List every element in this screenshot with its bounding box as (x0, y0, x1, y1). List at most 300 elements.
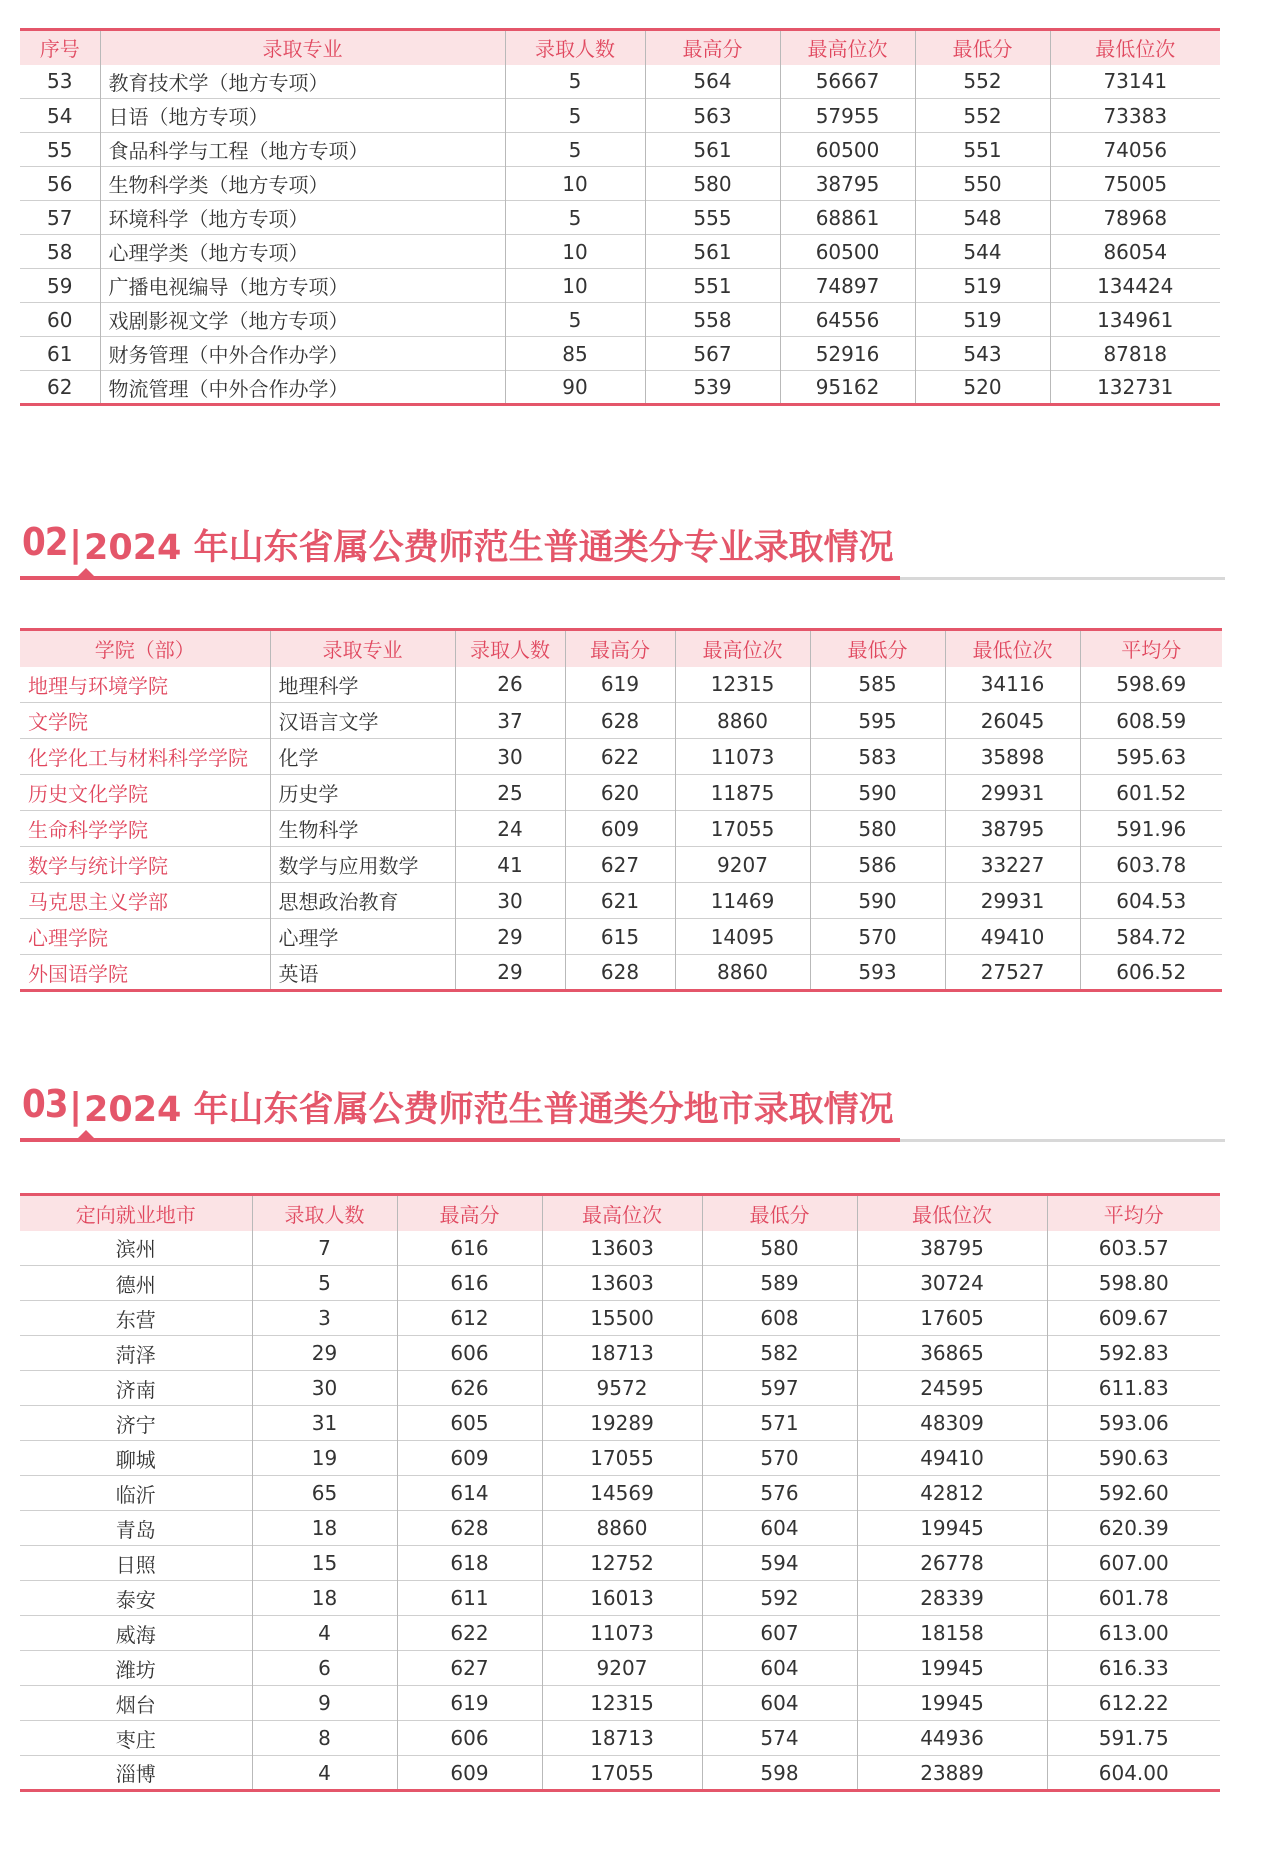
table-cell: 25 (455, 775, 565, 811)
table-cell: 12752 (542, 1546, 702, 1581)
table-row (20, 1721, 1220, 1756)
table-cell: 591.75 (1047, 1721, 1220, 1756)
table-cell: 18158 (857, 1616, 1047, 1651)
table-header-row (20, 630, 1222, 667)
section-title: 2024 年山东省属公费师范生普通类分专业录取情况 (84, 528, 894, 568)
table-cell: 590 (810, 883, 945, 919)
table-cell: 28339 (857, 1581, 1047, 1616)
table-cell: 603.78 (1080, 847, 1222, 883)
column-header: 录取人数 (252, 1195, 397, 1231)
table-row (20, 919, 1222, 955)
table-cell: 16013 (542, 1581, 702, 1616)
table-cell: 57 (47, 205, 73, 230)
table-cell: 519 (915, 303, 1050, 337)
table-cell: 30 (252, 1371, 397, 1406)
column-header: 平均分 (1080, 630, 1222, 667)
table-row (20, 371, 1220, 405)
table-cell: 地理科学 (270, 667, 455, 703)
table-cell: 597 (702, 1371, 857, 1406)
table-cell: 594 (702, 1546, 857, 1581)
table-cell: 济宁 (115, 1412, 156, 1437)
table-cell: 14095 (675, 919, 810, 955)
table-row (20, 1511, 1220, 1546)
table-cell: 57955 (780, 99, 915, 133)
table-cell: 思想政治教育 (270, 883, 455, 919)
table-cell: 580 (645, 167, 780, 201)
table-cell: 561 (645, 235, 780, 269)
table-cell: 18 (252, 1581, 397, 1616)
table-cell: 87818 (1050, 337, 1220, 371)
section-number: 02 (22, 520, 68, 564)
table-cell: 潍坊 (115, 1657, 156, 1682)
table-cell: 74056 (1050, 133, 1220, 167)
table-cell: 604 (702, 1511, 857, 1546)
table-row (20, 1266, 1220, 1301)
table-cell: 淄博 (115, 1762, 156, 1786)
table-cell: 文学院 (28, 710, 88, 734)
table-cell: 611.83 (1047, 1371, 1220, 1406)
table-cell: 613.00 (1047, 1616, 1220, 1651)
table-cell: 59 (47, 273, 73, 298)
table-cell: 4 (252, 1616, 397, 1651)
table-cell: 13603 (542, 1231, 702, 1266)
table-cell: 54 (47, 103, 73, 128)
table-cell: 593.06 (1047, 1406, 1220, 1441)
table-row (20, 269, 1220, 303)
table-cell: 29 (455, 919, 565, 955)
table-cell: 数学与统计学院 (28, 854, 168, 878)
heading-rule-accent (20, 576, 900, 580)
table-cell: 56 (47, 171, 73, 196)
table-cell: 601.78 (1047, 1581, 1220, 1616)
table-row (20, 167, 1220, 201)
table-cell: 9 (252, 1686, 397, 1721)
table-cell: 604.00 (1047, 1756, 1220, 1791)
table-cell: 55 (47, 137, 73, 162)
table-cell: 8860 (675, 703, 810, 739)
table-cell: 7 (252, 1231, 397, 1266)
table-cell: 551 (645, 269, 780, 303)
table-cell: 英语 (270, 955, 455, 991)
table-cell: 614 (397, 1476, 542, 1511)
table-cell: 36865 (857, 1336, 1047, 1371)
table-cell: 592.60 (1047, 1476, 1220, 1511)
table-cell: 心理学类（地方专项） (100, 235, 505, 269)
section-number: 03 (22, 1082, 68, 1126)
section-title: 2024 年山东省属公费师范生普通类分地市录取情况 (84, 1090, 894, 1130)
table-cell: 12315 (542, 1686, 702, 1721)
table-cell: 65 (252, 1476, 397, 1511)
table-cell: 地理与环境学院 (28, 673, 168, 698)
table-cell: 621 (565, 883, 675, 919)
column-header: 最高位次 (542, 1195, 702, 1231)
table-cell: 30724 (857, 1266, 1047, 1301)
table-cell: 49410 (857, 1441, 1047, 1476)
table-row (20, 1441, 1220, 1476)
table-cell: 化学化工与材料科学学院 (28, 746, 248, 770)
table-header-row (20, 30, 1220, 65)
table-cell: 628 (397, 1511, 542, 1546)
heading-pointer (78, 1130, 94, 1138)
table-cell: 68861 (780, 201, 915, 235)
table-cell: 590 (810, 775, 945, 811)
table-row (20, 303, 1220, 337)
table-cell: 609 (565, 811, 675, 847)
table-cell: 543 (915, 337, 1050, 371)
table-cell: 17055 (675, 811, 810, 847)
table-body (20, 65, 1220, 405)
table-cell: 62 (47, 375, 73, 399)
table-cell: 日语（地方专项） (100, 99, 505, 133)
table-cell: 30 (455, 883, 565, 919)
table-cell: 17055 (542, 1756, 702, 1791)
table-cell: 27527 (945, 955, 1080, 991)
table-cell: 5 (252, 1266, 397, 1301)
table-cell: 612 (397, 1301, 542, 1336)
table-row (20, 1581, 1220, 1616)
table-cell: 31 (252, 1406, 397, 1441)
table-cell: 584.72 (1080, 919, 1222, 955)
table-cell: 627 (565, 847, 675, 883)
table-cell: 心理学 (270, 919, 455, 955)
heading-rule-gray (900, 577, 1225, 580)
table-cell: 德州 (115, 1272, 156, 1297)
table-cell: 枣庄 (115, 1727, 156, 1752)
table-cell: 26778 (857, 1546, 1047, 1581)
table-row (20, 703, 1222, 739)
table-cell: 586 (810, 847, 945, 883)
table-cell: 10 (505, 269, 645, 303)
table-cell: 605 (397, 1406, 542, 1441)
table-cell: 551 (915, 133, 1050, 167)
table-cell: 64556 (780, 303, 915, 337)
table-cell: 544 (915, 235, 1050, 269)
table-cell: 609 (397, 1441, 542, 1476)
column-header: 录取专业 (100, 30, 505, 65)
section-heading-03 (20, 1082, 1225, 1142)
table-cell: 52916 (780, 337, 915, 371)
section-separator: | (69, 524, 83, 565)
column-header: 定向就业地市 (20, 1195, 252, 1231)
table-cell: 622 (397, 1616, 542, 1651)
column-header: 录取专业 (270, 630, 455, 667)
table-cell: 生物科学类（地方专项） (100, 167, 505, 201)
table-cell: 14569 (542, 1476, 702, 1511)
table-cell: 618 (397, 1546, 542, 1581)
table-cell: 15 (252, 1546, 397, 1581)
table-cell: 593 (810, 955, 945, 991)
column-header: 录取人数 (455, 630, 565, 667)
section-heading-02 (20, 520, 1225, 580)
table-cell: 广播电视编导（地方专项） (100, 269, 505, 303)
table-cell: 607 (702, 1616, 857, 1651)
table-row (20, 1616, 1220, 1651)
table-cell: 616 (397, 1266, 542, 1301)
table-row (20, 883, 1222, 919)
table-cell: 604 (702, 1651, 857, 1686)
table-row (20, 1476, 1220, 1511)
table-cell: 44936 (857, 1721, 1047, 1756)
table-cell: 603.57 (1047, 1231, 1220, 1266)
table-cell: 619 (397, 1686, 542, 1721)
table-cell: 592 (702, 1581, 857, 1616)
table-cell: 615 (565, 919, 675, 955)
table-cell: 5 (505, 99, 645, 133)
table-cell: 619 (565, 667, 675, 703)
column-header: 最低位次 (857, 1195, 1047, 1231)
table-row (20, 1371, 1220, 1406)
table-row (20, 1301, 1220, 1336)
table-cell: 626 (397, 1371, 542, 1406)
table-cell: 数学与应用数学 (270, 847, 455, 883)
table-cell: 73141 (1050, 65, 1220, 99)
heading-rule-accent (20, 1138, 900, 1142)
table-cell: 591.96 (1080, 811, 1222, 847)
table-cell: 汉语言文学 (270, 703, 455, 739)
table-cell: 607.00 (1047, 1546, 1220, 1581)
table-cell: 606 (397, 1721, 542, 1756)
table-cell: 95162 (780, 371, 915, 405)
table-cell: 60 (47, 307, 73, 332)
table-cell: 611 (397, 1581, 542, 1616)
table-cell: 戏剧影视文学（地方专项） (100, 303, 505, 337)
table-cell: 61 (47, 341, 73, 366)
table-cell: 财务管理（中外合作办学） (100, 337, 505, 371)
table-cell: 580 (810, 811, 945, 847)
table-row (20, 811, 1222, 847)
table-cell: 10 (505, 235, 645, 269)
table-cell: 30 (455, 739, 565, 775)
table-cell: 56667 (780, 65, 915, 99)
column-header: 最低位次 (945, 630, 1080, 667)
table-cell: 24595 (857, 1371, 1047, 1406)
table-row (20, 1756, 1220, 1791)
table-cell: 生命科学学院 (28, 818, 148, 842)
table-cell: 60500 (780, 235, 915, 269)
table-cell: 外国语学院 (28, 961, 128, 986)
table-row (20, 65, 1220, 99)
table-cell: 日照 (115, 1552, 156, 1577)
table-cell: 19945 (857, 1686, 1047, 1721)
table-cell: 19289 (542, 1406, 702, 1441)
heading-rule-gray (900, 1139, 1225, 1142)
table-cell: 29 (455, 955, 565, 991)
table-cell: 582 (702, 1336, 857, 1371)
column-header: 学院（部） (20, 630, 270, 667)
column-header: 最低分 (702, 1195, 857, 1231)
table-cell: 598 (702, 1756, 857, 1791)
table-cell: 58 (47, 239, 73, 264)
table-cell: 15500 (542, 1301, 702, 1336)
table-cell: 5 (505, 65, 645, 99)
table-cell: 42812 (857, 1476, 1047, 1511)
table-cell: 10 (505, 167, 645, 201)
table-cell: 598.80 (1047, 1266, 1220, 1301)
table-cell: 608.59 (1080, 703, 1222, 739)
table-cell: 60500 (780, 133, 915, 167)
column-header: 最低分 (915, 30, 1050, 65)
table-cell: 5 (505, 201, 645, 235)
table-cell: 53 (47, 69, 73, 94)
table-cell: 5 (505, 133, 645, 167)
table-row (20, 1686, 1220, 1721)
table-cell: 8 (252, 1721, 397, 1756)
table-cell: 食品科学与工程（地方专项） (100, 133, 505, 167)
table-cell: 18 (252, 1511, 397, 1546)
table-cell: 东营 (115, 1307, 156, 1332)
table-cell: 9207 (542, 1651, 702, 1686)
table-cell: 520 (915, 371, 1050, 405)
table-row (20, 133, 1220, 167)
table-cell: 11073 (675, 739, 810, 775)
table-row (20, 955, 1222, 991)
column-header: 平均分 (1047, 1195, 1220, 1231)
table-cell: 威海 (115, 1622, 156, 1647)
table-cell: 38795 (780, 167, 915, 201)
table-cell: 9572 (542, 1371, 702, 1406)
table-row (20, 775, 1222, 811)
table-cell: 604.53 (1080, 883, 1222, 919)
table-cell: 33227 (945, 847, 1080, 883)
table-row (20, 235, 1220, 269)
table-cell: 滨州 (115, 1237, 156, 1262)
column-header: 最高位次 (675, 630, 810, 667)
table-cell: 19945 (857, 1651, 1047, 1686)
college-major-admission-table (20, 628, 1222, 992)
table-cell: 616.33 (1047, 1651, 1220, 1686)
table-cell: 聊城 (115, 1447, 156, 1472)
table-cell: 622 (565, 739, 675, 775)
table-row (20, 739, 1222, 775)
table-cell: 济南 (115, 1377, 156, 1402)
table-cell: 570 (702, 1441, 857, 1476)
table-cell: 75005 (1050, 167, 1220, 201)
table-cell: 18713 (542, 1721, 702, 1756)
table-cell: 555 (645, 201, 780, 235)
table-cell: 3 (252, 1301, 397, 1336)
table-cell: 585 (810, 667, 945, 703)
table-cell: 23889 (857, 1756, 1047, 1791)
table-cell: 583 (810, 739, 945, 775)
table-cell: 26045 (945, 703, 1080, 739)
table-cell: 49410 (945, 919, 1080, 955)
column-header: 最低位次 (1050, 30, 1220, 65)
table-cell: 物流管理（中外合作办学） (100, 371, 505, 405)
table-row (20, 1406, 1220, 1441)
column-header: 最高位次 (780, 30, 915, 65)
table-cell: 8860 (542, 1511, 702, 1546)
table-row (20, 1546, 1220, 1581)
table-cell: 74897 (780, 269, 915, 303)
table-cell: 550 (915, 167, 1050, 201)
table-cell: 561 (645, 133, 780, 167)
table-cell: 17605 (857, 1301, 1047, 1336)
table-cell: 552 (915, 99, 1050, 133)
table-cell: 11875 (675, 775, 810, 811)
table-cell: 马克思主义学部 (28, 890, 168, 914)
table-row (20, 337, 1220, 371)
table-cell: 589 (702, 1266, 857, 1301)
table-cell: 26 (455, 667, 565, 703)
table-cell: 548 (915, 201, 1050, 235)
table-cell: 132731 (1050, 371, 1220, 405)
column-header: 最高分 (565, 630, 675, 667)
table-cell: 574 (702, 1721, 857, 1756)
heading-pointer (78, 568, 94, 576)
table-cell: 29931 (945, 775, 1080, 811)
table-cell: 6 (252, 1651, 397, 1686)
column-header: 最高分 (645, 30, 780, 65)
table-cell: 34116 (945, 667, 1080, 703)
table-cell: 608 (702, 1301, 857, 1336)
table-cell: 4 (252, 1756, 397, 1791)
table-cell: 592.83 (1047, 1336, 1220, 1371)
table-cell: 563 (645, 99, 780, 133)
table-row (20, 201, 1220, 235)
table-cell: 606 (397, 1336, 542, 1371)
table-cell: 18713 (542, 1336, 702, 1371)
table-row (20, 1651, 1220, 1686)
table-body (20, 1231, 1220, 1791)
table-cell: 576 (702, 1476, 857, 1511)
table-row (20, 99, 1220, 133)
column-header: 最低分 (810, 630, 945, 667)
table-cell: 134424 (1050, 269, 1220, 303)
section-separator: | (69, 1086, 83, 1127)
table-cell: 29931 (945, 883, 1080, 919)
table-cell: 37 (455, 703, 565, 739)
table-cell: 73383 (1050, 99, 1220, 133)
table-cell: 29 (252, 1336, 397, 1371)
table-cell: 12315 (675, 667, 810, 703)
table-cell: 85 (505, 337, 645, 371)
table-cell: 620 (565, 775, 675, 811)
table-cell: 620.39 (1047, 1511, 1220, 1546)
table-cell: 78968 (1050, 201, 1220, 235)
table-cell: 38795 (857, 1231, 1047, 1266)
table-cell: 86054 (1050, 235, 1220, 269)
column-header: 录取人数 (505, 30, 645, 65)
table-cell: 11469 (675, 883, 810, 919)
table-cell: 570 (810, 919, 945, 955)
table-cell: 590.63 (1047, 1441, 1220, 1476)
table-cell: 601.52 (1080, 775, 1222, 811)
table-cell: 580 (702, 1231, 857, 1266)
table-cell: 35898 (945, 739, 1080, 775)
table-cell: 567 (645, 337, 780, 371)
table-cell: 菏泽 (115, 1342, 156, 1367)
table-cell: 134961 (1050, 303, 1220, 337)
column-header: 最高分 (397, 1195, 542, 1231)
table-row (20, 667, 1222, 703)
table-cell: 571 (702, 1406, 857, 1441)
major-admission-table (20, 28, 1220, 406)
table-cell: 628 (565, 703, 675, 739)
table-cell: 48309 (857, 1406, 1047, 1441)
table-cell: 环境科学（地方专项） (100, 201, 505, 235)
table-cell: 595 (810, 703, 945, 739)
column-header: 序号 (20, 30, 100, 65)
table-cell: 11073 (542, 1616, 702, 1651)
table-cell: 生物科学 (270, 811, 455, 847)
table-row (20, 1231, 1220, 1266)
table-cell: 临沂 (115, 1482, 156, 1507)
table-cell: 教育技术学（地方专项） (100, 65, 505, 99)
table-cell: 595.63 (1080, 739, 1222, 775)
table-cell: 609.67 (1047, 1301, 1220, 1336)
city-admission-table (20, 1193, 1220, 1792)
table-body (20, 667, 1222, 991)
